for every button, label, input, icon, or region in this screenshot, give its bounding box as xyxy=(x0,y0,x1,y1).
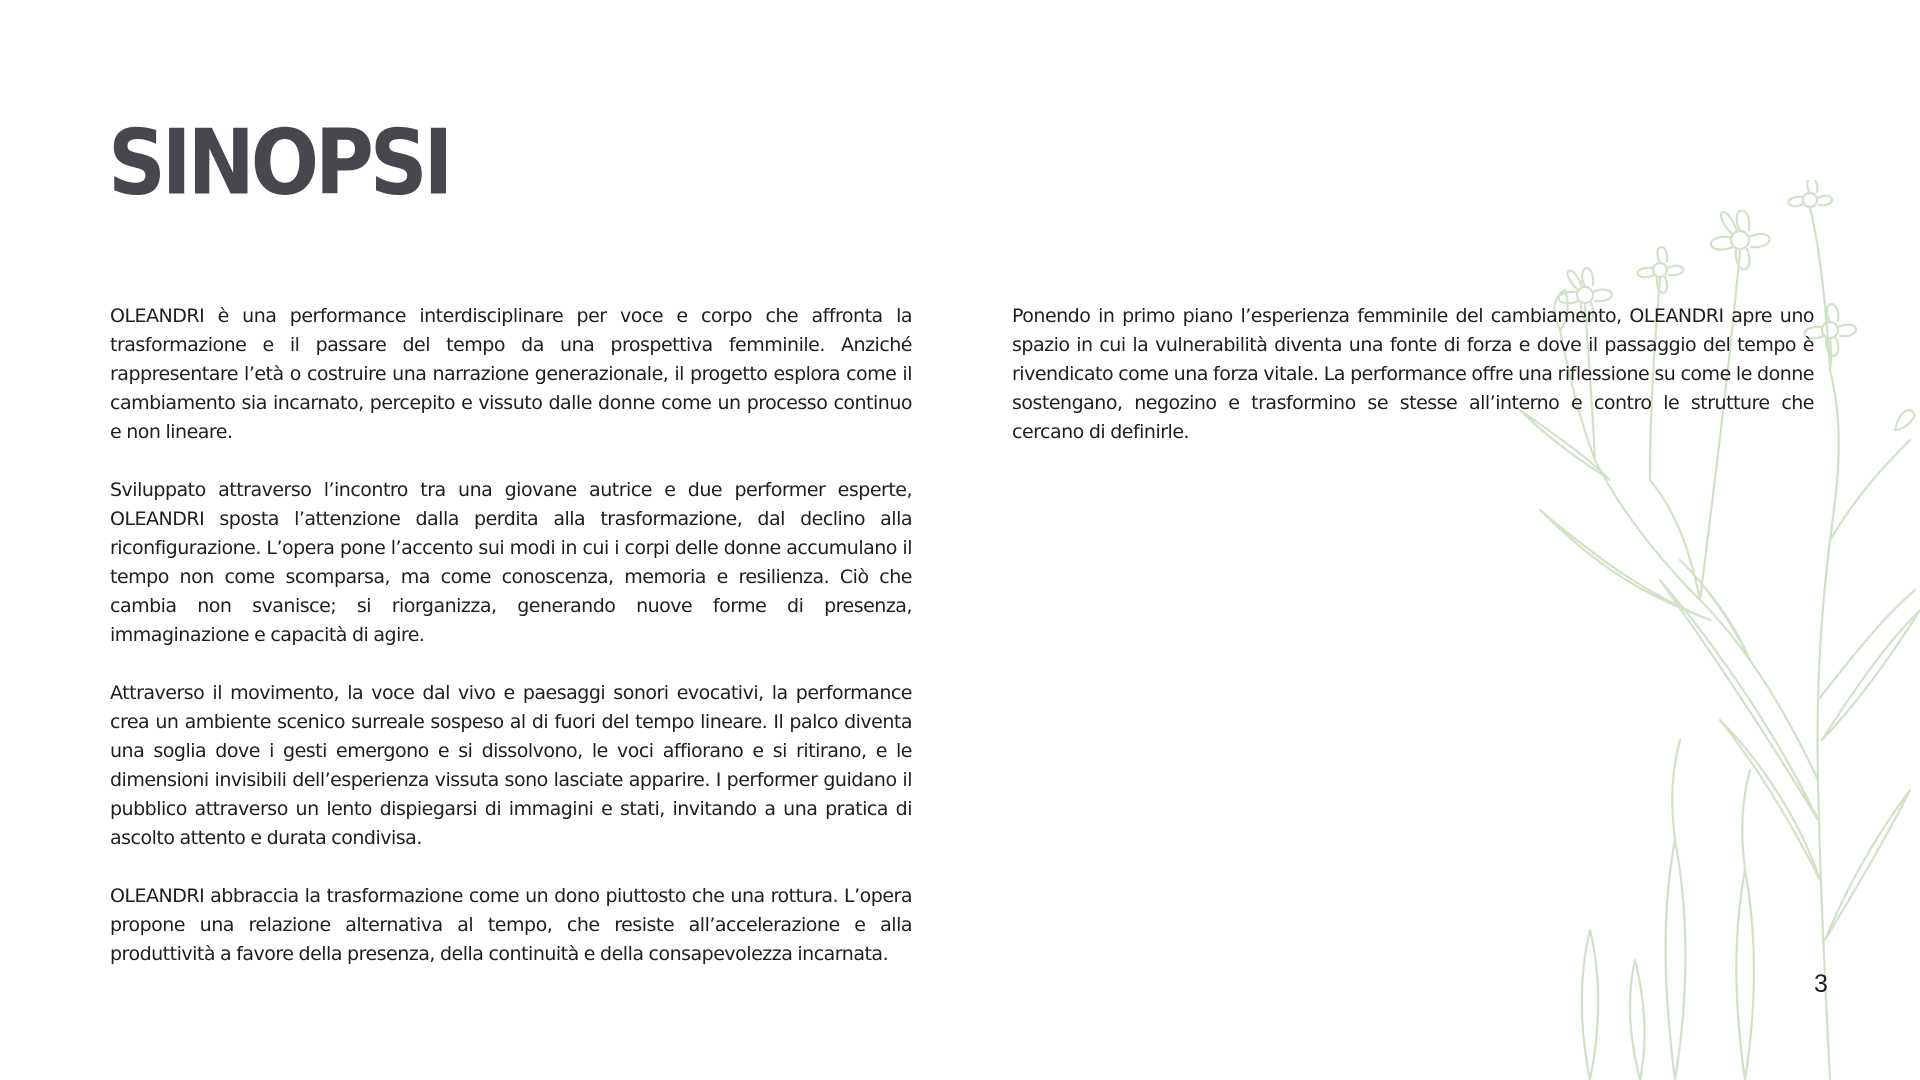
paragraph: OLEANDRI è una performance interdisciplinare per voce e corpo che affronta la trasformazione e il passare del tempo da una prospettiva femminile. Anziché rappresentare l’età o costruire una narrazione generazionale, il progetto esplora come il cambiamento sia incarnato, percepito e vissuto dalle donne come un processo continuo e non lineare. xyxy=(110,305,912,443)
paragraph: Ponendo in primo piano l’esperienza femminile del cambiamento, OLEANDRI apre uno spazio in cui la vulnerabilità diventa una fonte di forza e dove il passaggio del tempo è rivendicato come una forza vitale. La performance offre una riflessione su come le donne sostengano, negozino e trasformino se stesse all’interno e contro le strutture che cercano di definirle. xyxy=(1012,305,1814,443)
paragraph: OLEANDRI abbraccia la trasformazione come un dono piuttosto che una rottura. L’opera propone una relazione alternativa al tempo, che resiste all’accelerazione e alla produttività a favore della presenza, della continuità e della consapevolezza incarnata. xyxy=(110,885,912,965)
paragraph: Attraverso il movimento, la voce dal vivo e paesaggi sonori evocativi, la performance crea un ambiente scenico surreale sospeso al di fuori del tempo lineare. Il palco diventa una soglia dove i gesti emergono e si dissolvono, le voci affiorano e si ritirano, e le dimensioni invisibili dell’esperienza vissuta sono lasciate apparire. I performer guidano il pubblico attraverso un lento dispiegarsi di immagini e stati, invitando a una pratica di ascolto attento e durata condivisa. xyxy=(110,682,912,849)
paragraph: Sviluppato attraverso l’incontro tra una giovane autrice e due performer esperte, OLEANDRI sposta l’attenzione dalla perdita alla trasformazione, dal declino alla riconfigurazione. L’opera pone l’accento sui modi in cui i corpi delle donne accumulano il tempo non come scomparsa, ma come conoscenza, memoria e resilienza. Ciò che cambia non svanisce; si riorganizza, generando nuove forme di presenza, immaginazione e capacità di agire. xyxy=(110,479,912,646)
page-number: 3 xyxy=(1814,970,1828,998)
right-text-column xyxy=(1012,302,1814,476)
left-text-column xyxy=(110,302,912,998)
page-title: SINOPSI xyxy=(108,110,450,216)
